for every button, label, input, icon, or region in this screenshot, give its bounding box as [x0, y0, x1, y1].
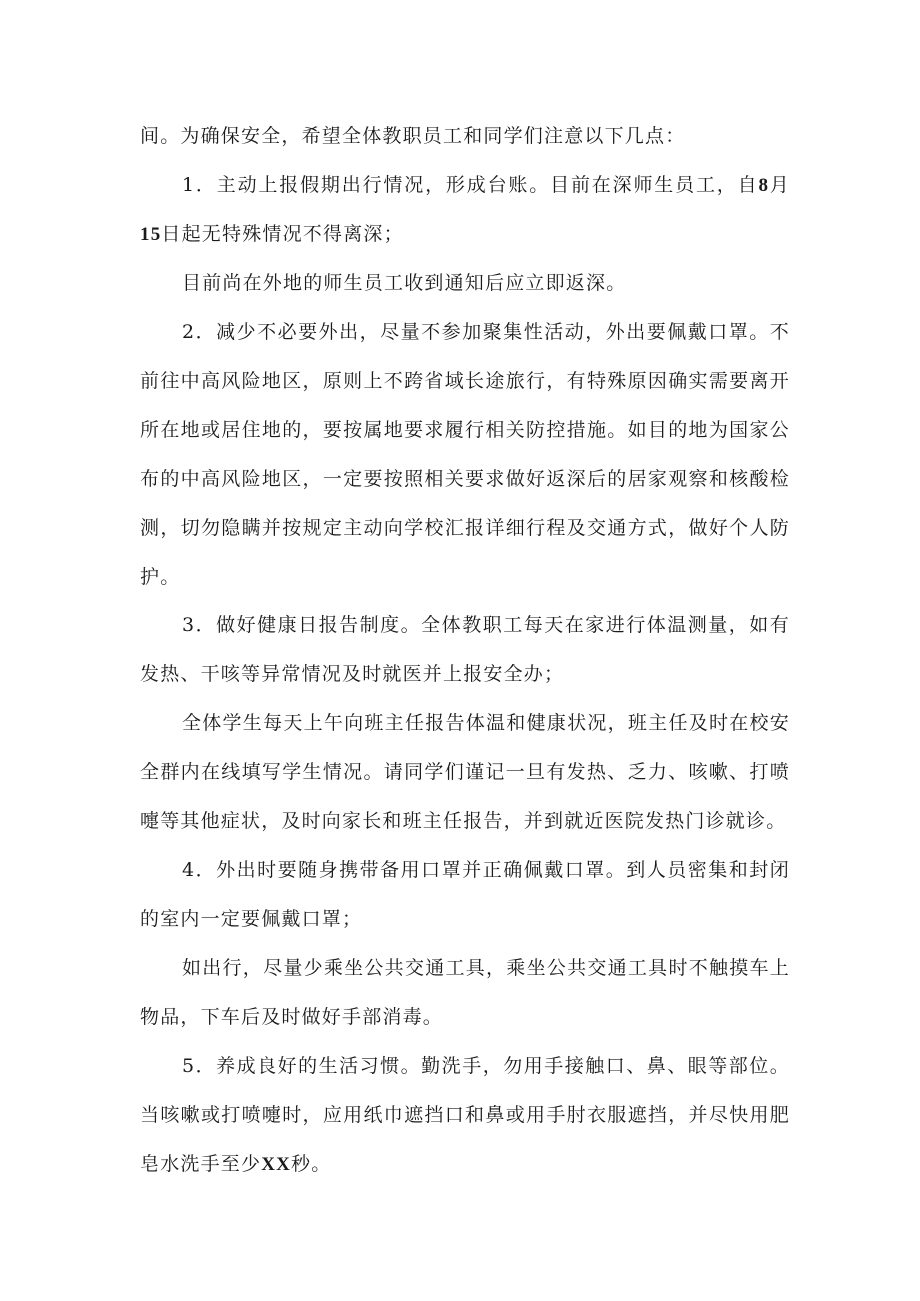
bold-number: 15 [140, 224, 162, 245]
paragraph-item-5: 5．养成良好的生活习惯。勤洗手，勿用手接触口、鼻、眼等部位。当咳嗽或打喷嚏时，应用纸巾遮挡口和鼻或用手肘衣服遮挡，并尽快用肥皂水洗手至少XX秒。 [140, 1055, 790, 1175]
paragraph-item-4b: 如出行，尽量少乘坐公共交通工具，乘坐公共交通工具时不触摸车上物品，下车后及时做好手部消毒。 [140, 957, 790, 1028]
paragraph-item-1b: 目前尚在外地的师生员工收到通知后应立即返深。 [182, 272, 627, 294]
bold-number: 8 [758, 175, 770, 196]
paragraph-item-1a: 1．主动上报假期出行情况，形成台账。目前在深师生员工，自8月15日起无特殊情况不得离深； [140, 174, 790, 245]
paragraph-item-3a: 3．做好健康日报告制度。全体教职工每天在家进行体温测量，如有发热、干咳等异常情况及时就医并上报安全办； [140, 614, 790, 685]
paragraph-item-4a: 4．外出时要随身携带备用口罩并正确佩戴口罩。到人员密集和封闭的室内一定要佩戴口罩； [140, 859, 790, 930]
paragraph-intro: 间。为确保安全，希望全体教职员工和同学们注意以下几点： [140, 125, 686, 147]
bold-number: XX [261, 1154, 292, 1175]
paragraph-item-2: 2．减少不必要外出，尽量不参加聚集性活动，外出要佩戴口罩。不前往中高风险地区，原则上不跨省域长途旅行，有特殊原因确实需要离开所在地或居住地的，要按属地要求履行相关防控措施。如目的地为国家公布的中高风险地区，一定要按照相关要求做好返深后的居家观察和核酸检测，切勿隐瞒并按规定主动向学校汇报详细行程及交通方式，做好个人防护。 [140, 321, 790, 588]
paragraph-item-3b: 全体学生每天上午向班主任报告体温和健康状况，班主任及时在校安全群内在线填写学生情况。请同学们谨记一旦有发热、乏力、咳嗽、打喷嚏等其他症状，及时向家长和班主任报告，并到就近医院发热门诊就诊。 [140, 712, 790, 832]
